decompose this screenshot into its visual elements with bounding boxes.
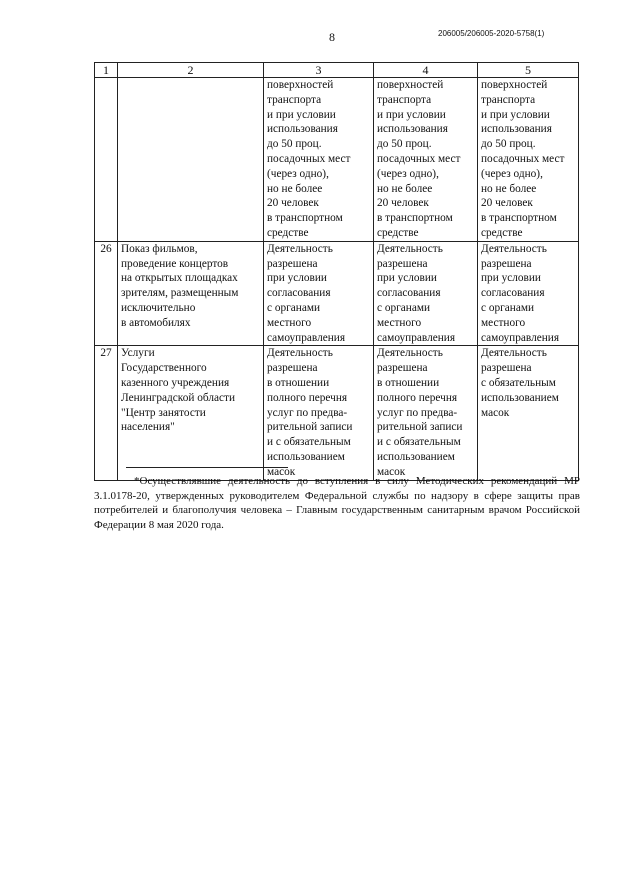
cell-line: (через одно), — [481, 167, 543, 180]
cell-line: (через одно), — [267, 167, 329, 180]
column-4-cell — [374, 346, 478, 480]
cell-line: местного — [267, 316, 312, 329]
cell-line: самоуправления — [481, 331, 560, 344]
cell-line: услуг по предва- — [267, 406, 348, 419]
footnote-text: *Осуществлявшие деятельность до вступления в силу Методических рекомендаций МР 3.1.0178-20, утвержденных руководителем Федеральной службы по надзору в сфере защиты прав потребителей и благополучия человека – Главным государственным санитарным врачом Российской Федерации 8 мая 2020 года. — [94, 475, 580, 531]
cell-line: использованием — [481, 391, 559, 404]
cell-line: разрешена — [377, 362, 428, 375]
column-5-cell — [478, 241, 579, 346]
cell-line: казенного учреждения — [121, 376, 230, 389]
cell-line: Ленинградской области — [121, 391, 235, 404]
cell-line: масок — [481, 406, 510, 419]
cell-line: (через одно), — [377, 167, 439, 180]
column-5-cell — [478, 346, 579, 480]
cell-line: использованием — [267, 450, 345, 463]
cell-line: и при условии — [481, 108, 550, 121]
cell-line: с органами — [267, 301, 321, 314]
cell-line: местного — [481, 316, 526, 329]
column-header: 2 — [118, 63, 264, 78]
cell-line: масок — [267, 465, 296, 478]
cell-line: самоуправления — [267, 331, 346, 344]
row-number — [95, 78, 118, 242]
cell-line: полного перечня — [267, 391, 348, 404]
cell-line: рительной записи — [267, 421, 353, 434]
table-row — [95, 346, 579, 480]
cell-line: но не более — [481, 182, 537, 195]
activity-name-cell — [118, 78, 264, 242]
cell-line: разрешена — [481, 257, 532, 270]
table-row — [95, 78, 579, 242]
cell-line: поверхностей — [481, 79, 548, 91]
cell-line: и при условии — [267, 108, 336, 121]
cell-line: Деятельность — [481, 347, 547, 360]
cell-line: поверхностей — [377, 79, 444, 91]
cell-line: исключительно — [121, 301, 196, 314]
cell-line: в транспортном — [267, 212, 343, 225]
restrictions-table — [94, 62, 579, 481]
cell-line: согласования — [377, 287, 441, 300]
cell-line: при условии — [377, 272, 437, 285]
cell-line: населения" — [121, 421, 175, 434]
cell-line: и с обязательным — [377, 436, 461, 449]
cell-line: транспорта — [481, 93, 536, 106]
cell-line: в транспортном — [481, 212, 557, 225]
cell-line: средстве — [377, 226, 419, 239]
cell-line: транспорта — [267, 93, 322, 106]
table-row — [95, 241, 579, 346]
cell-line: с обязательным — [481, 376, 556, 389]
column-3-cell — [264, 346, 374, 480]
cell-line: Деятельность — [267, 347, 333, 360]
activity-name-cell — [118, 346, 264, 480]
column-header-row — [95, 63, 579, 78]
column-header: 3 — [264, 63, 374, 78]
cell-line: в автомобилях — [121, 316, 191, 329]
cell-line: Деятельность — [377, 242, 443, 255]
cell-line: посадочных мест — [267, 152, 351, 165]
column-4-cell — [374, 241, 478, 346]
cell-line: на открытых площадках — [121, 272, 238, 285]
cell-line: в отношении — [267, 376, 330, 389]
cell-line: с органами — [481, 301, 535, 314]
column-header: 4 — [374, 63, 478, 78]
cell-line: Деятельность — [267, 242, 333, 255]
cell-line: "Центр занятости — [121, 406, 206, 419]
cell-line: Услуги — [121, 347, 155, 360]
page-number: 8 — [329, 30, 335, 44]
cell-line: в отношении — [377, 376, 440, 389]
activity-name-cell — [118, 241, 264, 346]
cell-line: и с обязательным — [267, 436, 351, 449]
row-number: 27 — [95, 346, 118, 480]
column-header: 5 — [478, 63, 579, 78]
cell-line: но не более — [377, 182, 433, 195]
cell-line: Деятельность — [481, 242, 547, 255]
cell-line: использования — [481, 123, 552, 136]
cell-line: посадочных мест — [377, 152, 461, 165]
cell-line: до 50 проц. — [377, 138, 432, 151]
column-4-cell — [374, 78, 478, 242]
cell-line: 20 человек — [267, 197, 319, 210]
cell-line: в транспортном — [377, 212, 453, 225]
cell-line: разрешена — [267, 362, 318, 375]
cell-line: с органами — [377, 301, 431, 314]
row-number: 26 — [95, 241, 118, 346]
cell-line: полного перечня — [377, 391, 458, 404]
cell-line: разрешена — [377, 257, 428, 270]
cell-line: зрителям, размещенным — [121, 287, 239, 300]
column-3-cell — [264, 241, 374, 346]
cell-line: разрешена — [481, 362, 532, 375]
cell-line: при условии — [481, 272, 541, 285]
cell-line: согласования — [267, 287, 331, 300]
cell-line: Деятельность — [377, 347, 443, 360]
column-5-cell — [478, 78, 579, 242]
cell-line: при условии — [267, 272, 327, 285]
cell-line: Показ фильмов, — [121, 242, 198, 255]
cell-line: посадочных мест — [481, 152, 565, 165]
footnote-separator — [126, 467, 288, 468]
cell-line: местного — [377, 316, 422, 329]
cell-line: масок — [377, 465, 406, 478]
column-header: 1 — [95, 63, 118, 78]
cell-line: и при условии — [377, 108, 446, 121]
document-code: 206005/206005-2020-5758(1) — [438, 29, 545, 38]
cell-line: использования — [267, 123, 338, 136]
cell-line: услуг по предва- — [377, 406, 458, 419]
cell-line: средстве — [481, 226, 523, 239]
cell-line: согласования — [481, 287, 545, 300]
cell-line: проведение концертов — [121, 257, 229, 270]
cell-line: 20 человек — [481, 197, 533, 210]
cell-line: использования — [377, 123, 448, 136]
cell-line: до 50 проц. — [267, 138, 322, 151]
cell-line: рительной записи — [377, 421, 463, 434]
cell-line: транспорта — [377, 93, 432, 106]
cell-line: 20 человек — [377, 197, 429, 210]
cell-line: но не более — [267, 182, 323, 195]
cell-line: разрешена — [267, 257, 318, 270]
cell-line: самоуправления — [377, 331, 456, 344]
cell-line: поверхностей — [267, 79, 334, 91]
cell-line: Государственного — [121, 362, 207, 375]
cell-line: до 50 проц. — [481, 138, 536, 151]
column-3-cell — [264, 78, 374, 242]
cell-line: использованием — [377, 450, 455, 463]
cell-line: средстве — [267, 226, 309, 239]
